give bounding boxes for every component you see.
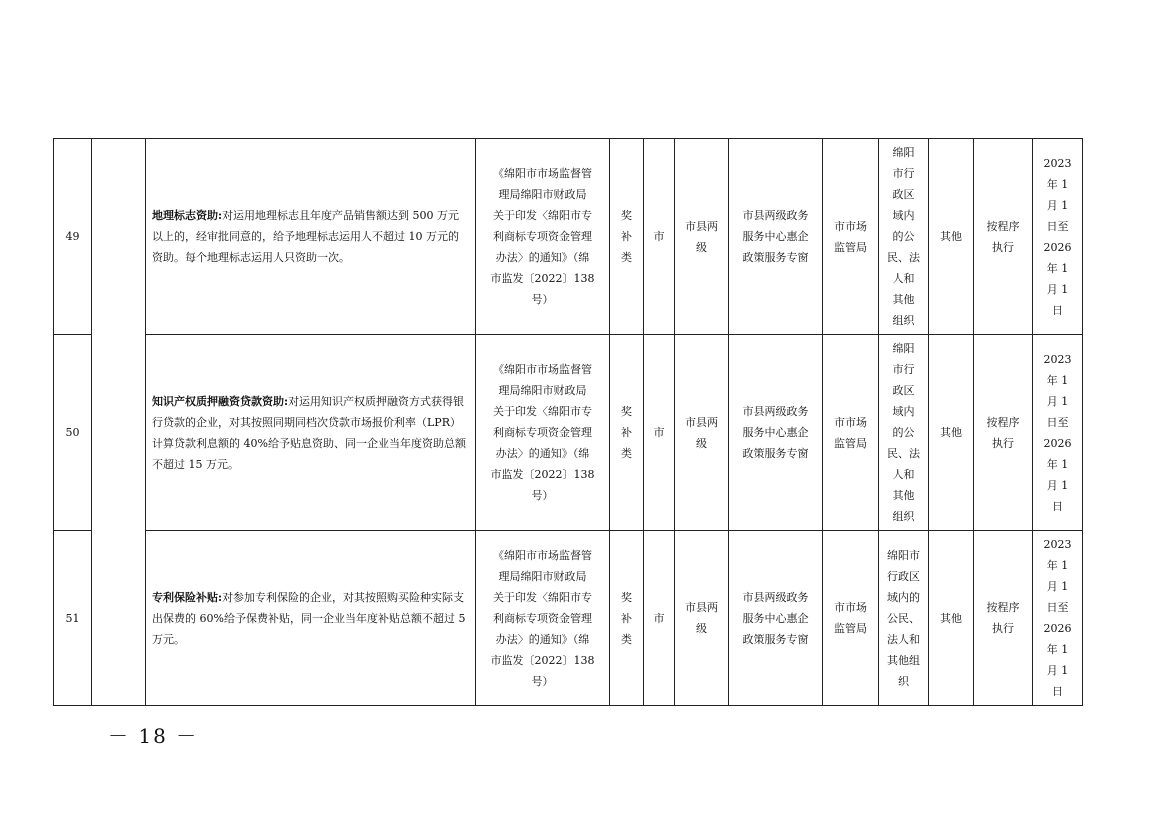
policy-table [53,138,1083,706]
policy-type [610,139,644,335]
handling-level-text: 市县两 级 [685,601,718,635]
policy-title: 知识产权质押融资贷款资助: [152,394,289,408]
policy-basis [476,335,610,531]
service-window [729,139,823,335]
policy-title: 地理标志资助: [152,209,223,222]
responsible-dept-text: 市市场 监管局 [834,415,867,450]
responsible-dept [823,335,879,531]
policy-description: 对运用知识产权质押融资方式获得银行贷款的企业，对其按照同期同档次贷款市场报价利率（LPR）计算贷款利息额的 40%给予贴息资助、同一企业当年度资助总额不超过 15 万元。 [152,394,466,471]
policy-type [610,335,644,531]
row-number: 51 [54,531,92,706]
row-number: 50 [54,335,92,531]
policy-description: 对参加专利保险的企业，对其按照购买险种实际支出保费的 60%给予保费补贴，同一企业当年度补贴总额不超过 5 万元。 [152,590,466,646]
responsible-dept-text: 市市场 监管局 [834,219,867,254]
service-window-text: 市县两级政务 服务中心惠企 政策服务专窗 [742,209,809,264]
target-audience-text: 绵阳 市行 政区 域内 的公 民、法 人和 其他 组织 [887,146,920,327]
policy-level: 市 [644,335,675,531]
merged-category-cell [92,139,146,706]
validity-period-text: 2023 年 1 月 1 日至 2026 年 1 月 1 日 [1043,156,1072,317]
policy-basis [476,531,610,706]
policy-basis-text: 《绵阳市市场监督管 理局绵阳市财政局 关于印发〈绵阳市专 利商标专项资金管理 办法〉的通知》（绵 市监发〔2022〕138 号） [490,548,595,688]
procedure [974,335,1033,531]
policy-content [146,335,476,531]
row-number: 49 [54,139,92,335]
validity-period [1033,139,1083,335]
service-window [729,335,823,531]
service-window [729,531,823,706]
policy-type [610,531,644,706]
handling-level [675,335,729,531]
policy-type-text: 奖 补 类 [621,590,632,646]
policy-basis-text: 《绵阳市市场监督管 理局绵阳市财政局 关于印发〈绵阳市专 利商标专项资金管理 办法〉的通知》（绵 市监发〔2022〕138 号） [490,363,595,502]
policy-level: 市 [644,139,675,335]
validity-period [1033,335,1083,531]
policy-basis [476,139,610,335]
other-category: 其他 [929,335,974,531]
policy-basis-text: 《绵阳市市场监督管 理局绵阳市财政局 关于印发〈绵阳市专 利商标专项资金管理 办法〉的通知》（绵 市监发〔2022〕138 号） [490,167,595,306]
policy-type-text: 奖 补 类 [621,209,632,264]
page-number: － 18 － [108,724,199,748]
policy-title: 专利保险补贴: [152,590,223,604]
procedure-text: 按程序 执行 [986,601,1020,635]
responsible-dept [823,139,879,335]
policy-content [146,531,476,706]
procedure [974,139,1033,335]
handling-level-text: 市县两 级 [685,415,718,450]
target-audience [879,335,929,531]
policy-content [146,139,476,335]
procedure [974,531,1033,706]
policy-description: 对运用地理标志且年度产品销售额达到 500 万元以上的，经审批同意的，给予地理标志运用人不超过 10 万元的资助。每个地理标志运用人只资助一次。 [152,209,460,264]
responsible-dept [823,531,879,706]
procedure-text: 按程序 执行 [986,219,1020,254]
target-audience-text: 绵阳市 行政区 域内的 公民、 法人和 其他组 织 [887,548,920,688]
table-row [54,139,1083,335]
policy-level: 市 [644,531,675,706]
validity-period-text: 2023 年 1 月 1 日至 2026 年 1 月 1 日 [1043,352,1072,513]
handling-level [675,139,729,335]
table-row [54,335,1083,531]
handling-level [675,531,729,706]
other-category: 其他 [929,139,974,335]
service-window-text: 市县两级政务 服务中心惠企 政策服务专窗 [742,590,809,646]
responsible-dept-text: 市市场 监管局 [834,601,867,635]
target-audience-text: 绵阳 市行 政区 域内 的公 民、法 人和 其他 组织 [887,342,920,523]
table-row [54,531,1083,706]
handling-level-text: 市县两 级 [685,219,718,254]
other-category: 其他 [929,531,974,706]
validity-period-text: 2023 年 1 月 1 日至 2026 年 1 月 1 日 [1043,538,1072,698]
validity-period [1033,531,1083,706]
target-audience [879,139,929,335]
target-audience [879,531,929,706]
procedure-text: 按程序 执行 [986,415,1020,450]
service-window-text: 市县两级政务 服务中心惠企 政策服务专窗 [742,405,809,460]
policy-type-text: 奖 补 类 [621,405,632,460]
